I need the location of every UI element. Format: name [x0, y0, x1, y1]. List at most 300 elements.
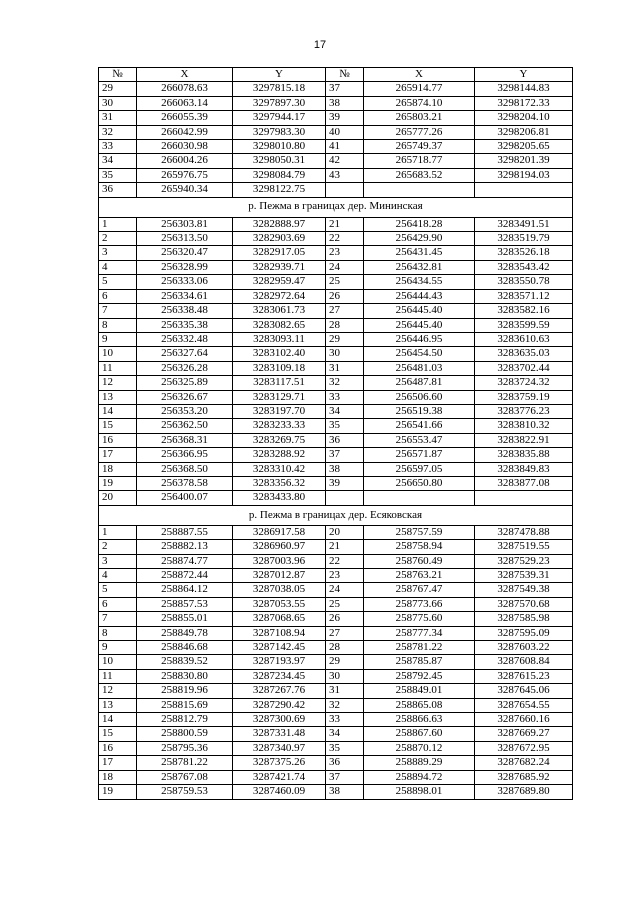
table-row	[99, 232, 573, 246]
y-value-cell	[475, 491, 573, 505]
y-value-cell: 3283433.80	[233, 491, 326, 505]
point-number-cell: 37	[326, 770, 364, 784]
x-value-cell: 256506.60	[364, 390, 475, 404]
y-value-cell: 3287615.23	[475, 669, 573, 683]
y-value-cell: 3283759.19	[475, 390, 573, 404]
table-row	[99, 404, 573, 418]
x-value-cell: 258775.60	[364, 612, 475, 626]
y-value-cell: 3283117.51	[233, 376, 326, 390]
table-row	[99, 540, 573, 554]
x-value-cell: 258882.13	[137, 540, 233, 554]
y-value-cell: 3298144.83	[475, 82, 573, 96]
x-value-cell: 258767.08	[137, 770, 233, 784]
x-value-cell: 256378.58	[137, 476, 233, 490]
y-value-cell: 3287549.38	[475, 583, 573, 597]
point-number-cell: 18	[99, 462, 137, 476]
point-number-cell: 30	[326, 669, 364, 683]
point-number-cell: 24	[326, 583, 364, 597]
y-value-cell: 3283233.33	[233, 419, 326, 433]
x-value-cell: 258889.29	[364, 756, 475, 770]
y-value-cell: 3287660.16	[475, 713, 573, 727]
x-value-cell: 256481.03	[364, 361, 475, 375]
point-number-cell: 1	[99, 525, 137, 539]
y-value-cell: 3283810.32	[475, 419, 573, 433]
y-value-cell: 3283571.12	[475, 289, 573, 303]
y-value-cell: 3287038.05	[233, 583, 326, 597]
point-number-cell: 10	[99, 347, 137, 361]
point-number-cell: 30	[99, 96, 137, 110]
point-number-cell: 25	[326, 597, 364, 611]
table-row	[99, 390, 573, 404]
table-row	[99, 655, 573, 669]
x-value-cell	[364, 491, 475, 505]
point-number-cell: 13	[99, 390, 137, 404]
y-value-cell: 3287234.45	[233, 669, 326, 683]
table-row	[99, 684, 573, 698]
table-row	[99, 698, 573, 712]
y-value-cell: 3298204.10	[475, 111, 573, 125]
point-number-cell: 17	[99, 756, 137, 770]
x-value-cell: 256445.40	[364, 318, 475, 332]
y-value-cell	[475, 183, 573, 197]
y-value-cell: 3287539.31	[475, 569, 573, 583]
section-title: р. Пежма в границах дер. Мининская	[99, 197, 573, 217]
table-row	[99, 361, 573, 375]
table-row	[99, 217, 573, 231]
x-value-cell: 258781.22	[137, 756, 233, 770]
y-value-cell: 3298084.79	[233, 168, 326, 182]
table-row	[99, 583, 573, 597]
point-number-cell: 23	[326, 246, 364, 260]
table-row	[99, 448, 573, 462]
x-value-cell: 258846.68	[137, 641, 233, 655]
y-value-cell: 3287654.55	[475, 698, 573, 712]
y-value-cell: 3283197.70	[233, 404, 326, 418]
y-value-cell: 3298010.80	[233, 140, 326, 154]
point-number-cell: 35	[326, 419, 364, 433]
table-row	[99, 476, 573, 490]
table-row	[99, 626, 573, 640]
point-number-cell: 7	[99, 304, 137, 318]
y-value-cell: 3283724.32	[475, 376, 573, 390]
point-number-cell: 37	[326, 82, 364, 96]
y-value-cell: 3283582.16	[475, 304, 573, 318]
point-number-cell: 29	[99, 82, 137, 96]
point-number-cell: 3	[99, 554, 137, 568]
point-number-cell: 27	[326, 304, 364, 318]
point-number-cell: 2	[99, 540, 137, 554]
x-value-cell: 266004.26	[137, 154, 233, 168]
x-value-cell: 266030.98	[137, 140, 233, 154]
y-value-cell: 3282972.64	[233, 289, 326, 303]
y-value-cell: 3287685.92	[475, 770, 573, 784]
x-value-cell: 265718.77	[364, 154, 475, 168]
point-number-cell: 16	[99, 741, 137, 755]
column-header-y-2: Y	[475, 68, 573, 82]
point-number-cell: 26	[326, 612, 364, 626]
y-value-cell: 3287068.65	[233, 612, 326, 626]
x-value-cell: 256313.50	[137, 232, 233, 246]
y-value-cell: 3283356.32	[233, 476, 326, 490]
x-value-cell: 258898.01	[364, 785, 475, 799]
point-number-cell: 16	[99, 433, 137, 447]
point-number-cell: 15	[99, 419, 137, 433]
y-value-cell: 3297944.17	[233, 111, 326, 125]
y-value-cell: 3287478.88	[475, 525, 573, 539]
y-value-cell: 3283822.91	[475, 433, 573, 447]
y-value-cell: 3287267.76	[233, 684, 326, 698]
x-value-cell: 258830.80	[137, 669, 233, 683]
y-value-cell: 3287331.48	[233, 727, 326, 741]
table-row	[99, 82, 573, 96]
table-row	[99, 260, 573, 274]
x-value-cell: 258872.44	[137, 569, 233, 583]
x-value-cell: 256434.55	[364, 275, 475, 289]
coordinates-table	[98, 67, 573, 800]
y-value-cell: 3283491.51	[475, 217, 573, 231]
x-value-cell: 265914.77	[364, 82, 475, 96]
y-value-cell: 3283310.42	[233, 462, 326, 476]
x-value-cell: 266078.63	[137, 82, 233, 96]
point-number-cell: 18	[99, 770, 137, 784]
x-value-cell: 256431.45	[364, 246, 475, 260]
point-number-cell: 7	[99, 612, 137, 626]
point-number-cell: 11	[99, 361, 137, 375]
x-value-cell: 256553.47	[364, 433, 475, 447]
y-value-cell: 3283109.18	[233, 361, 326, 375]
point-number-cell: 27	[326, 626, 364, 640]
y-value-cell: 3298122.75	[233, 183, 326, 197]
point-number-cell: 21	[326, 217, 364, 231]
y-value-cell: 3283061.73	[233, 304, 326, 318]
point-number-cell: 38	[326, 462, 364, 476]
point-number-cell: 40	[326, 125, 364, 139]
table-row	[99, 154, 573, 168]
y-value-cell: 3282959.47	[233, 275, 326, 289]
y-value-cell: 3287421.74	[233, 770, 326, 784]
y-value-cell: 3297815.18	[233, 82, 326, 96]
table-row	[99, 183, 573, 197]
table-row	[99, 612, 573, 626]
point-number-cell: 3	[99, 246, 137, 260]
x-value-cell: 256303.81	[137, 217, 233, 231]
x-value-cell: 256400.07	[137, 491, 233, 505]
y-value-cell: 3287608.84	[475, 655, 573, 669]
x-value-cell: 256432.81	[364, 260, 475, 274]
x-value-cell: 258849.78	[137, 626, 233, 640]
y-value-cell: 3287193.97	[233, 655, 326, 669]
y-value-cell: 3283102.40	[233, 347, 326, 361]
table-row	[99, 140, 573, 154]
x-value-cell: 256332.48	[137, 332, 233, 346]
x-value-cell: 266055.39	[137, 111, 233, 125]
y-value-cell: 3282888.97	[233, 217, 326, 231]
x-value-cell: 258865.08	[364, 698, 475, 712]
x-value-cell: 266063.14	[137, 96, 233, 110]
point-number-cell	[326, 491, 364, 505]
point-number-cell: 12	[99, 684, 137, 698]
table-row	[99, 246, 573, 260]
y-value-cell: 3287340.97	[233, 741, 326, 755]
page-number: 17	[313, 39, 327, 51]
x-value-cell: 258777.34	[364, 626, 475, 640]
point-number-cell: 43	[326, 168, 364, 182]
y-value-cell: 3283877.08	[475, 476, 573, 490]
y-value-cell: 3283519.79	[475, 232, 573, 246]
point-number-cell: 33	[326, 390, 364, 404]
point-number-cell: 39	[326, 476, 364, 490]
point-number-cell: 30	[326, 347, 364, 361]
table-row	[99, 111, 573, 125]
point-number-cell: 9	[99, 332, 137, 346]
x-value-cell: 256445.40	[364, 304, 475, 318]
x-value-cell: 258760.49	[364, 554, 475, 568]
point-number-cell: 37	[326, 448, 364, 462]
x-value-cell: 256446.95	[364, 332, 475, 346]
table-row	[99, 770, 573, 784]
point-number-cell: 28	[326, 641, 364, 655]
table-row	[99, 525, 573, 539]
point-number-cell	[326, 183, 364, 197]
point-number-cell: 6	[99, 597, 137, 611]
x-value-cell: 256335.38	[137, 318, 233, 332]
x-value-cell: 258855.01	[137, 612, 233, 626]
y-value-cell: 3283835.88	[475, 448, 573, 462]
y-value-cell: 3298205.65	[475, 140, 573, 154]
x-value-cell: 265940.34	[137, 183, 233, 197]
point-number-cell: 1	[99, 217, 137, 231]
point-number-cell: 8	[99, 318, 137, 332]
table-row	[99, 491, 573, 505]
point-number-cell: 36	[99, 183, 137, 197]
point-number-cell: 29	[326, 655, 364, 669]
y-value-cell: 3287142.45	[233, 641, 326, 655]
x-value-cell: 256368.31	[137, 433, 233, 447]
point-number-cell: 25	[326, 275, 364, 289]
x-value-cell: 256650.80	[364, 476, 475, 490]
point-number-cell: 39	[326, 111, 364, 125]
x-value-cell: 256326.28	[137, 361, 233, 375]
y-value-cell: 3287682.24	[475, 756, 573, 770]
x-value-cell: 258864.12	[137, 583, 233, 597]
y-value-cell: 3283635.03	[475, 347, 573, 361]
y-value-cell: 3283599.59	[475, 318, 573, 332]
table-row	[99, 462, 573, 476]
point-number-cell: 8	[99, 626, 137, 640]
x-value-cell: 256368.50	[137, 462, 233, 476]
x-value-cell: 258773.66	[364, 597, 475, 611]
x-value-cell: 256444.43	[364, 289, 475, 303]
x-value-cell: 258758.94	[364, 540, 475, 554]
y-value-cell: 3287645.06	[475, 684, 573, 698]
point-number-cell: 4	[99, 260, 137, 274]
x-value-cell: 265976.75	[137, 168, 233, 182]
y-value-cell: 3287290.42	[233, 698, 326, 712]
point-number-cell: 38	[326, 96, 364, 110]
y-value-cell: 3283129.71	[233, 390, 326, 404]
point-number-cell: 41	[326, 140, 364, 154]
table-row	[99, 304, 573, 318]
y-value-cell: 3287003.96	[233, 554, 326, 568]
x-value-cell: 258757.59	[364, 525, 475, 539]
point-number-cell: 33	[99, 140, 137, 154]
y-value-cell: 3283702.44	[475, 361, 573, 375]
x-value-cell: 256334.61	[137, 289, 233, 303]
x-value-cell: 258785.87	[364, 655, 475, 669]
y-value-cell: 3283610.63	[475, 332, 573, 346]
y-value-cell: 3283093.11	[233, 332, 326, 346]
x-value-cell: 258874.77	[137, 554, 233, 568]
table-row	[99, 376, 573, 390]
x-value-cell: 265803.21	[364, 111, 475, 125]
x-value-cell: 256328.99	[137, 260, 233, 274]
x-value-cell: 258819.96	[137, 684, 233, 698]
y-value-cell: 3287585.98	[475, 612, 573, 626]
table-row	[99, 318, 573, 332]
x-value-cell: 266042.99	[137, 125, 233, 139]
point-number-cell: 23	[326, 569, 364, 583]
x-value-cell: 258812.79	[137, 713, 233, 727]
table-row	[99, 669, 573, 683]
x-value-cell: 258800.59	[137, 727, 233, 741]
point-number-cell: 32	[326, 376, 364, 390]
point-number-cell: 20	[99, 491, 137, 505]
x-value-cell: 258763.21	[364, 569, 475, 583]
point-number-cell: 21	[326, 540, 364, 554]
section-title-row	[99, 505, 573, 525]
x-value-cell: 256333.06	[137, 275, 233, 289]
y-value-cell: 3287529.23	[475, 554, 573, 568]
point-number-cell: 13	[99, 698, 137, 712]
x-value-cell: 265749.37	[364, 140, 475, 154]
x-value-cell: 258887.55	[137, 525, 233, 539]
table-row	[99, 419, 573, 433]
point-number-cell: 19	[99, 785, 137, 799]
column-header-number: №	[99, 68, 137, 82]
x-value-cell: 256362.50	[137, 419, 233, 433]
x-value-cell: 258781.22	[364, 641, 475, 655]
point-number-cell: 42	[326, 154, 364, 168]
x-value-cell: 256353.20	[137, 404, 233, 418]
table-row	[99, 96, 573, 110]
x-value-cell: 256541.66	[364, 419, 475, 433]
x-value-cell: 258795.36	[137, 741, 233, 755]
y-value-cell: 3287570.68	[475, 597, 573, 611]
x-value-cell: 256519.38	[364, 404, 475, 418]
y-value-cell: 3286960.97	[233, 540, 326, 554]
point-number-cell: 22	[326, 554, 364, 568]
table-row	[99, 125, 573, 139]
y-value-cell: 3287519.55	[475, 540, 573, 554]
x-value-cell: 258866.63	[364, 713, 475, 727]
x-value-cell: 258759.53	[137, 785, 233, 799]
y-value-cell: 3283082.65	[233, 318, 326, 332]
table-row	[99, 741, 573, 755]
x-value-cell: 256597.05	[364, 462, 475, 476]
x-value-cell: 258849.01	[364, 684, 475, 698]
table-row	[99, 569, 573, 583]
y-value-cell: 3287053.55	[233, 597, 326, 611]
point-number-cell: 31	[326, 684, 364, 698]
x-value-cell: 265874.10	[364, 96, 475, 110]
y-value-cell: 3283288.92	[233, 448, 326, 462]
y-value-cell: 3282939.71	[233, 260, 326, 274]
table-row	[99, 289, 573, 303]
table-row	[99, 554, 573, 568]
x-value-cell: 258839.52	[137, 655, 233, 669]
point-number-cell: 36	[326, 756, 364, 770]
table-row	[99, 168, 573, 182]
x-value-cell: 256366.95	[137, 448, 233, 462]
x-value-cell: 265683.52	[364, 168, 475, 182]
point-number-cell: 24	[326, 260, 364, 274]
table-row	[99, 641, 573, 655]
point-number-cell: 17	[99, 448, 137, 462]
x-value-cell: 256571.87	[364, 448, 475, 462]
table-row	[99, 347, 573, 361]
y-value-cell: 3282917.05	[233, 246, 326, 260]
x-value-cell: 258792.45	[364, 669, 475, 683]
y-value-cell: 3298172.33	[475, 96, 573, 110]
point-number-cell: 10	[99, 655, 137, 669]
y-value-cell: 3283550.78	[475, 275, 573, 289]
column-header-y: Y	[233, 68, 326, 82]
column-header-x: X	[137, 68, 233, 82]
point-number-cell: 32	[99, 125, 137, 139]
y-value-cell: 3287460.09	[233, 785, 326, 799]
point-number-cell: 22	[326, 232, 364, 246]
table-body	[99, 82, 573, 799]
x-value-cell: 258767.47	[364, 583, 475, 597]
point-number-cell: 35	[99, 168, 137, 182]
y-value-cell: 3283849.83	[475, 462, 573, 476]
y-value-cell: 3282903.69	[233, 232, 326, 246]
table-row	[99, 433, 573, 447]
x-value-cell: 256429.90	[364, 232, 475, 246]
point-number-cell: 19	[99, 476, 137, 490]
point-number-cell: 15	[99, 727, 137, 741]
y-value-cell: 3287595.09	[475, 626, 573, 640]
point-number-cell: 33	[326, 713, 364, 727]
y-value-cell: 3283269.75	[233, 433, 326, 447]
point-number-cell: 26	[326, 289, 364, 303]
point-number-cell: 34	[326, 404, 364, 418]
point-number-cell: 5	[99, 275, 137, 289]
y-value-cell: 3297897.30	[233, 96, 326, 110]
x-value-cell: 258870.12	[364, 741, 475, 755]
point-number-cell: 34	[326, 727, 364, 741]
point-number-cell: 20	[326, 525, 364, 539]
y-value-cell: 3287300.69	[233, 713, 326, 727]
point-number-cell: 6	[99, 289, 137, 303]
x-value-cell: 256325.89	[137, 376, 233, 390]
point-number-cell: 34	[99, 154, 137, 168]
point-number-cell: 36	[326, 433, 364, 447]
x-value-cell: 258867.60	[364, 727, 475, 741]
y-value-cell: 3287689.80	[475, 785, 573, 799]
point-number-cell: 2	[99, 232, 137, 246]
table-row	[99, 713, 573, 727]
y-value-cell: 3298201.39	[475, 154, 573, 168]
x-value-cell: 258894.72	[364, 770, 475, 784]
point-number-cell: 31	[99, 111, 137, 125]
x-value-cell: 256327.64	[137, 347, 233, 361]
section-title: р. Пежма в границах дер. Есяковская	[99, 505, 573, 525]
y-value-cell: 3287375.26	[233, 756, 326, 770]
x-value-cell: 256454.50	[364, 347, 475, 361]
y-value-cell: 3287672.95	[475, 741, 573, 755]
column-header-x-2: X	[364, 68, 475, 82]
